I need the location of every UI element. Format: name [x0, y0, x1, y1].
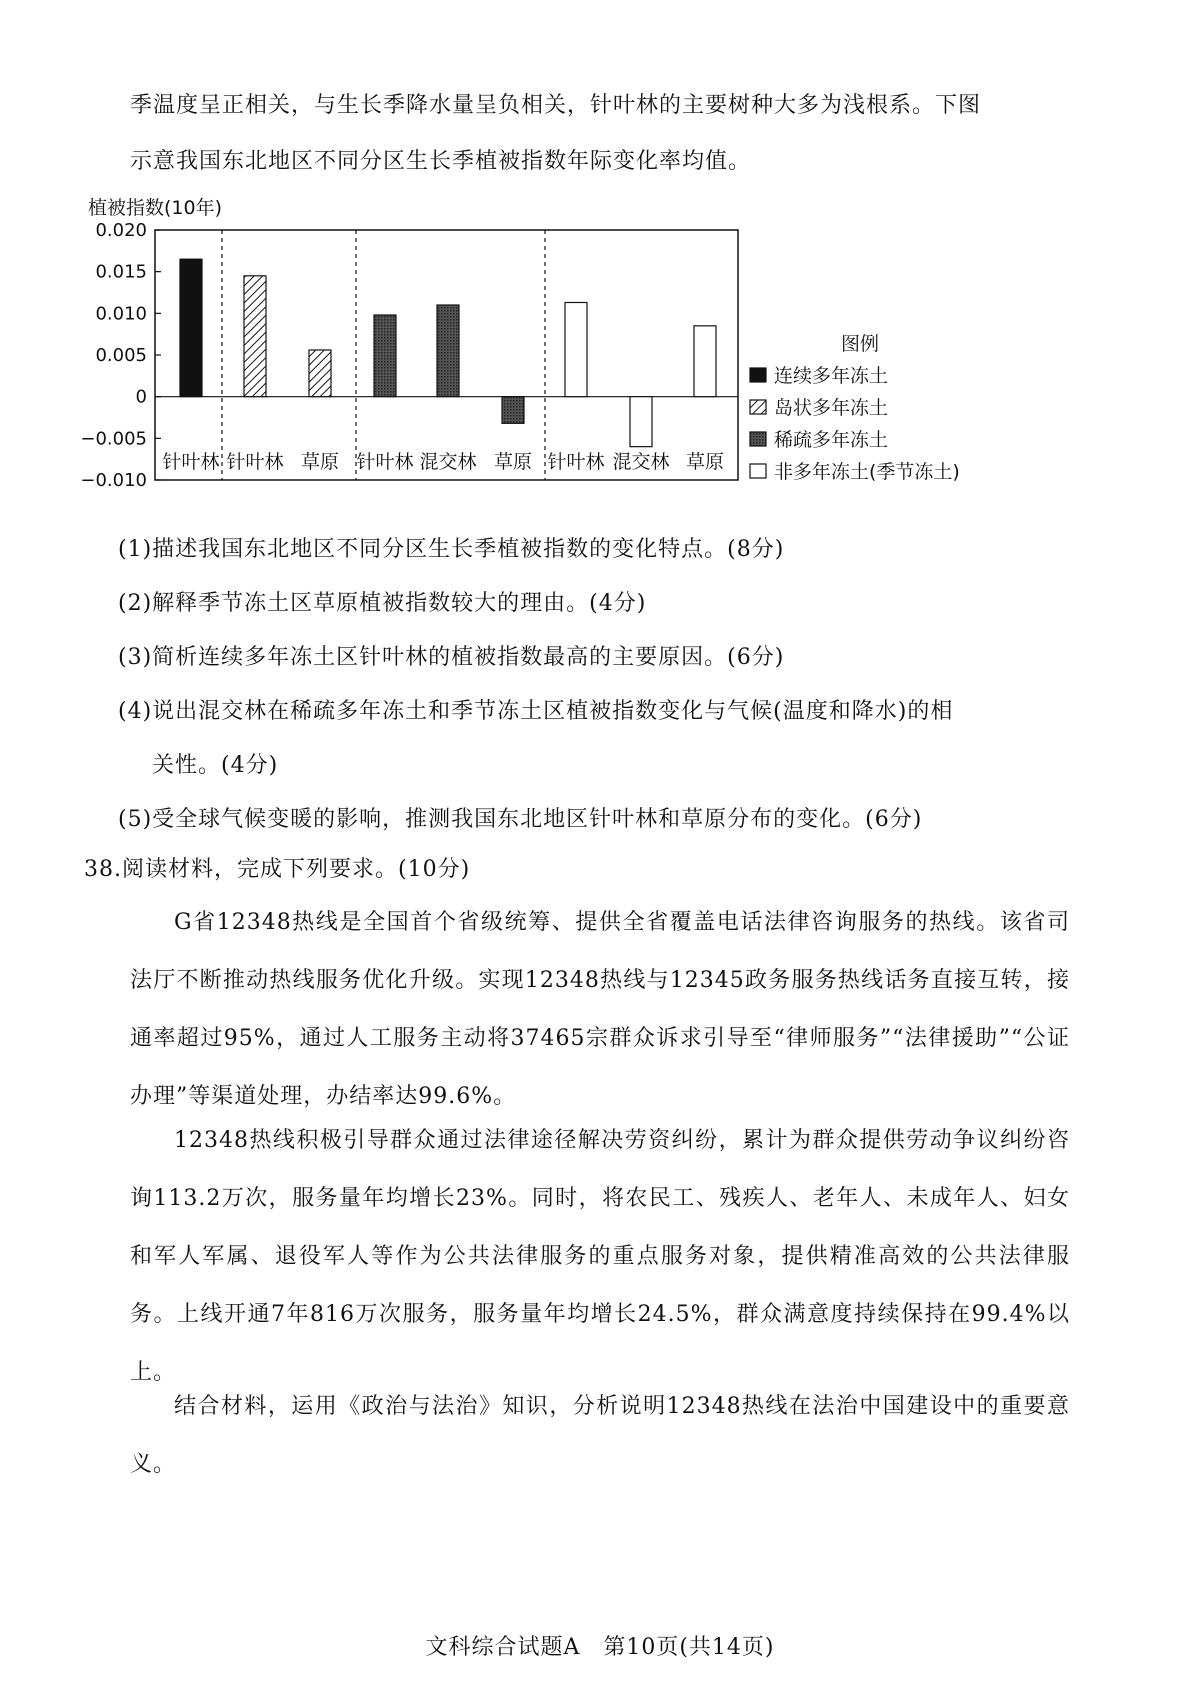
q38-paragraph-1: G省12348热线是全国首个省级统筹、提供全省覆盖电话法律咨询服务的热线。该省司法厅不断推动热线服务优化升级。实现12348热线与12345政务服务热线话务直接互转，接通率超过95%，通过人工服务主动将37465宗群众诉求引导至“律师服务”“法律援助”“公证办理”等渠道处理，办结率达99.6%。 [130, 910, 1070, 1109]
y-tick-label: 0.005 [95, 345, 147, 366]
bar [180, 259, 202, 397]
legend-swatch [750, 432, 766, 446]
category-label: 草原 [685, 451, 725, 473]
category-label: 针叶林 [547, 451, 605, 473]
category-label: 草原 [493, 451, 533, 473]
question-3: (3)简析连续多年冻土区针叶林的植被指数最高的主要原因。(6分) [118, 645, 785, 670]
y-tick-label: 0.015 [95, 261, 147, 283]
intro-line-1: 季温度呈正相关，与生长季降水量呈负相关，针叶林的主要树种大多为浅根系。下图 [130, 93, 982, 118]
legend-item: 非多年冻土(季节冻土) [774, 461, 960, 483]
bar [502, 397, 524, 424]
category-label: 针叶林 [356, 451, 414, 473]
category-label: 混交林 [419, 451, 477, 473]
question-2: (2)解释季节冻土区草原植被指数较大的理由。(4分) [118, 591, 647, 616]
y-tick-label: 0 [135, 386, 147, 408]
y-tick-label: 0.010 [95, 303, 147, 325]
q38-paragraph-2: 12348热线积极引导群众通过法律途径解决劳资纠纷，累计为群众提供劳动争议纠纷咨询113.2万次，服务量年均增长23%。同时，将农民工、残疾人、老年人、未成年人、妇女和军人军属、退役军人等作为公共法律服务的重点服务对象，提供精准高效的公共法律服务。上线开通7年816万次服务，服务量年均增长24.5%，群众满意度持续保持在99.4%以上。 [130, 1128, 1070, 1385]
legend-swatch [750, 368, 766, 382]
bar [374, 315, 396, 397]
legend-item: 岛状多年冻土 [774, 397, 889, 419]
category-label: 混交林 [612, 451, 670, 473]
q38-heading: 38.阅读材料，完成下列要求。(10分) [84, 857, 471, 882]
category-label: 针叶林 [226, 451, 284, 473]
y-tick-label: 0.020 [95, 220, 147, 241]
question-5: 关性。(4分) [152, 753, 279, 778]
bar [630, 397, 652, 447]
bar [309, 350, 331, 397]
category-label: 针叶林 [162, 451, 220, 473]
legend-swatch [750, 464, 766, 478]
question-1: (1)描述我国东北地区不同分区生长季植被指数的变化特点。(8分) [118, 537, 785, 562]
question-6: (5)受全球气候变暖的影响，推测我国东北地区针叶林和草原分布的变化。(6分) [118, 807, 923, 832]
vegetation-index-chart [0, 190, 1200, 520]
bar [244, 276, 266, 397]
y-tick-label: −0.005 [80, 428, 147, 450]
bar [437, 305, 459, 397]
bar [694, 326, 716, 397]
y-tick-label: −0.010 [80, 470, 147, 491]
y-axis-label: 植被指数(10年) [88, 197, 223, 219]
page-footer: 文科综合试题A 第10页(共14页) [425, 1635, 775, 1660]
category-label: 草原 [300, 451, 340, 473]
question-4: (4)说出混交林在稀疏多年冻土和季节冻土区植被指数变化与气候(温度和降水)的相 [118, 699, 954, 724]
legend-swatch [750, 400, 766, 414]
intro-line-2: 示意我国东北地区不同分区生长季植被指数年际变化率均值。 [130, 149, 752, 174]
legend-title: 图例 [840, 333, 880, 355]
q38-paragraph-3: 结合材料，运用《政治与法治》知识，分析说明12348热线在法治中国建设中的重要意义。 [130, 1394, 1070, 1477]
bar [565, 303, 587, 397]
legend-item: 稀疏多年冻土 [774, 429, 889, 451]
legend-item: 连续多年冻土 [774, 365, 889, 387]
